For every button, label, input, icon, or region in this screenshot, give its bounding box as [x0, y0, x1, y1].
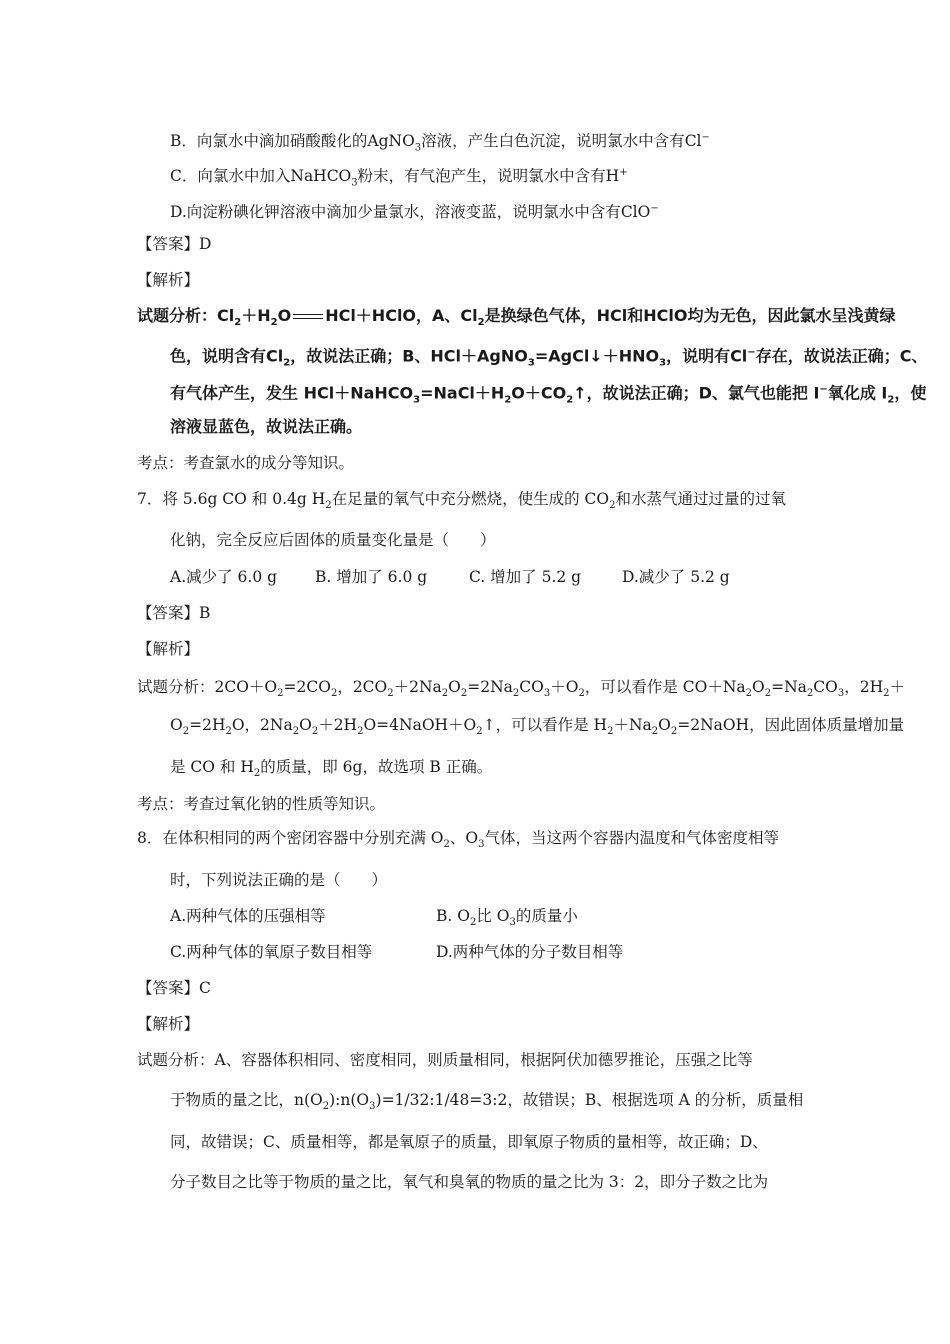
q7-analysis-label: 【解析】 [137, 640, 200, 658]
text: 是 CO 和 H [170, 758, 254, 776]
text: 7．将 5.6g CO 和 0.4g H [137, 490, 326, 508]
subscript: 2 [311, 726, 319, 738]
subscript: 3 [837, 688, 845, 700]
q8-analysis-line-1: 试题分析：A、容器体积相同、密度相同，则质量相同，根据阿伏加德罗推论，压强之比等 [137, 1051, 753, 1069]
subscript: 2 [441, 688, 449, 700]
text: CO [519, 678, 544, 696]
text: ＋2Na [393, 678, 442, 696]
q8-option-d: D.两种气体的分子数目相等 [436, 943, 624, 961]
q7-analysis-line-1 [137, 677, 905, 704]
text: 是换绿色气体，HCl和HClO均为无色，因此氯水呈浅黄绿 [484, 306, 896, 325]
text: 气体，当这两个容器内温度和气体密度相等 [484, 829, 779, 847]
subscript: 2 [330, 688, 338, 700]
superscript: − [650, 203, 659, 214]
text: 8．在体积相同的两个密闭容器中分别充满 O [137, 829, 444, 847]
q6-option-b [170, 128, 710, 158]
q6-option-c [170, 163, 628, 193]
subscript: 2 [609, 500, 616, 512]
subscript: 2 [277, 688, 284, 700]
text: 氧化成 I [827, 383, 888, 403]
superscript: − [747, 347, 756, 358]
q8-analysis-line-4: 分子数目之比等于物质的量之比，氧气和臭氧的物质的量之比为 3：2，即分子数之比为 [170, 1173, 769, 1191]
text: 、O [449, 829, 479, 847]
q6-analysis-line-4: 溶液显蓝色，故说法正确。 [170, 417, 363, 436]
subscript: 3 [369, 1101, 376, 1113]
subscript: 2 [651, 726, 659, 738]
q8-stem-line-1 [137, 828, 779, 855]
text: HCl＋HClO，A、Cl [325, 306, 478, 325]
text: ＋ [889, 678, 906, 696]
q6-kaodian: 考点：考查氯水的成分等知识。 [137, 454, 355, 472]
subscript: 2 [883, 688, 890, 700]
subscript: 2 [745, 688, 753, 700]
subscript: 2 [325, 500, 332, 512]
q8-analysis-line-3: 同，故错误；C、质量相等，都是氧原子的质量，即氧原子物质的量相等，故正确；D、 [170, 1133, 768, 1151]
text: O [448, 678, 461, 696]
text: O，2Na [231, 716, 293, 734]
text: O [277, 306, 292, 325]
subscript: 2 [504, 394, 512, 406]
text: ，使 [894, 383, 927, 403]
q7-answer: 【答案】B [137, 604, 211, 622]
subscript: 3 [414, 142, 422, 154]
subscript: 2 [225, 726, 232, 738]
text: 有气体产生，发生 HCl＋NaHCO [170, 383, 414, 403]
text: 和水蒸气通过过量的过氧 [615, 490, 786, 508]
text: CO [813, 678, 838, 696]
q6-option-c-text: C．向氯水中加入 [170, 167, 291, 186]
text: ＋2H [318, 716, 358, 734]
q8-analysis-label: 【解析】 [137, 1015, 200, 1033]
text: O [299, 716, 312, 734]
q6-option-c-suffix: 粉末，有气泡产生，说明氯水中含有 [357, 167, 606, 186]
text: =2Na [467, 678, 513, 696]
q7-analysis-line-3 [170, 757, 492, 784]
text: ，2CO [337, 678, 388, 696]
subscript: 2 [566, 394, 574, 406]
q8-stem-line-2: 时，下列说法正确的是（ ） [170, 871, 388, 889]
q6-option-b-suffix: 溶液，产生白色沉淀，说明氯水中含有 [421, 132, 685, 151]
formula-nahco3: NaHCO [290, 167, 352, 186]
formula-agno3: AgNO [367, 132, 415, 151]
subscript: 3 [527, 357, 535, 369]
q6-analysis-line-3 [170, 380, 926, 411]
subscript: 2 [322, 1101, 330, 1113]
q7-option-d: D.减少了 5.2 g [622, 568, 730, 586]
subscript: 2 [283, 357, 291, 369]
subscript: 2 [806, 688, 814, 700]
subscript: 2 [670, 726, 678, 738]
subscript: 2 [607, 726, 614, 738]
subscript: 2 [182, 726, 190, 738]
superscript: − [701, 132, 710, 143]
ion-clo: ClO [620, 203, 651, 222]
text: O=4NaOH＋O [363, 716, 477, 734]
text: =NaCl＋H [420, 383, 505, 403]
text: =AgCl↓＋HNO [534, 346, 660, 366]
text: 的质量，即 6g，故选项 B 正确。 [260, 758, 493, 776]
text: ，2H [844, 678, 884, 696]
ion-cl: Cl [684, 132, 702, 151]
subscript: 2 [578, 688, 585, 700]
q7-option-a: A.减少了 6.0 g [170, 568, 278, 586]
q8-option-a: A.两种气体的压强相等 [170, 907, 326, 925]
subscript: 2 [477, 317, 485, 329]
subscript: 2 [460, 688, 468, 700]
subscript: 2 [469, 917, 477, 929]
text: ，可以看作是 CO＋Na [584, 678, 746, 696]
text: ＋Na [613, 716, 652, 734]
q6-analysis-line-2 [170, 343, 927, 374]
q7-kaodian: 考点：考查过氧化钠的性质等知识。 [137, 795, 386, 813]
text: 比 O [476, 907, 510, 925]
ion-h: H [605, 167, 620, 186]
subscript: 3 [351, 177, 358, 189]
text: O [658, 716, 671, 734]
q7-option-c: C. 增加了 5.2 g [469, 568, 582, 586]
subscript: 3 [509, 917, 516, 929]
q8-analysis-line-2 [170, 1090, 803, 1117]
subscript: 3 [413, 394, 421, 406]
subscript: 2 [512, 688, 520, 700]
q7-stem-line-1 [137, 489, 786, 516]
text: 色，说明含有Cl [170, 346, 284, 366]
text: ↑，故说法正确；D、氯气也能把 I [573, 383, 820, 403]
equilibrium-arrow-icon [293, 313, 323, 321]
subscript: 3 [543, 688, 551, 700]
subscript: 2 [292, 726, 300, 738]
subscript: 2 [357, 726, 364, 738]
q8-option-c: C.两种气体的氧原子数目相等 [170, 943, 373, 961]
text: O [752, 678, 765, 696]
q7-stem-line-2: 化钠，完全反应后固体的质量变化量是（ ） [170, 531, 496, 549]
text: =2NaOH，因此固体质量增加量 [677, 716, 905, 734]
text: ＋O [550, 678, 579, 696]
subscript: 2 [443, 839, 450, 851]
text: 的质量小 [515, 907, 578, 925]
text: O＋CO [511, 383, 567, 403]
subscript: 2 [887, 394, 895, 406]
text: ↑，可以看作是 H [482, 716, 608, 734]
superscript: + [619, 167, 628, 178]
subscript: 2 [253, 768, 261, 780]
text: ，说明有Cl [666, 346, 748, 366]
subscript: 3 [659, 357, 667, 369]
text: ):n(O [329, 1091, 370, 1109]
text: O [170, 716, 183, 734]
text: B. O [436, 907, 470, 925]
text: 存在，故说法正确；C、 [755, 346, 928, 366]
q6-analysis-label: 【解析】 [137, 271, 200, 289]
q8-answer: 【答案】C [137, 979, 211, 997]
subscript: 2 [387, 688, 394, 700]
q6-answer: 【答案】D [137, 235, 212, 253]
subscript: 2 [476, 726, 483, 738]
q6-analysis-line-1 [137, 306, 895, 333]
q6-option-d-text: D.向淀粉碘化钾溶液中滴加少量氯水，溶液变蓝，说明氯水中含有 [170, 203, 621, 222]
text: 试题分析：2CO＋O [137, 678, 278, 696]
text: ＋H [241, 306, 271, 325]
q6-option-d [170, 199, 659, 222]
text: ，故说法正确；B、HCl＋AgNO [290, 346, 528, 366]
text: 在足量的氧气中充分燃烧，使生成的 CO [331, 490, 610, 508]
text: =Na [771, 678, 807, 696]
subscript: 2 [270, 317, 278, 329]
text: =2H [189, 716, 226, 734]
subscript: 2 [234, 317, 242, 329]
q7-option-b: B. 增加了 6.0 g [315, 568, 428, 586]
subscript: 2 [764, 688, 772, 700]
text: 于物质的量之比，n(O [170, 1091, 323, 1109]
text: )=1/32:1/48=3:2，故错误；B、根据选项 A 的分析，质量相 [375, 1091, 804, 1109]
text: 试题分析：Cl [137, 306, 235, 325]
superscript: − [819, 384, 828, 395]
q6-option-b-text: B．向氯水中滴加硝酸酸化的 [170, 132, 368, 151]
text: =2CO [283, 678, 331, 696]
subscript: 3 [478, 839, 485, 851]
q7-analysis-line-2 [170, 715, 904, 742]
q8-option-b [436, 906, 578, 933]
